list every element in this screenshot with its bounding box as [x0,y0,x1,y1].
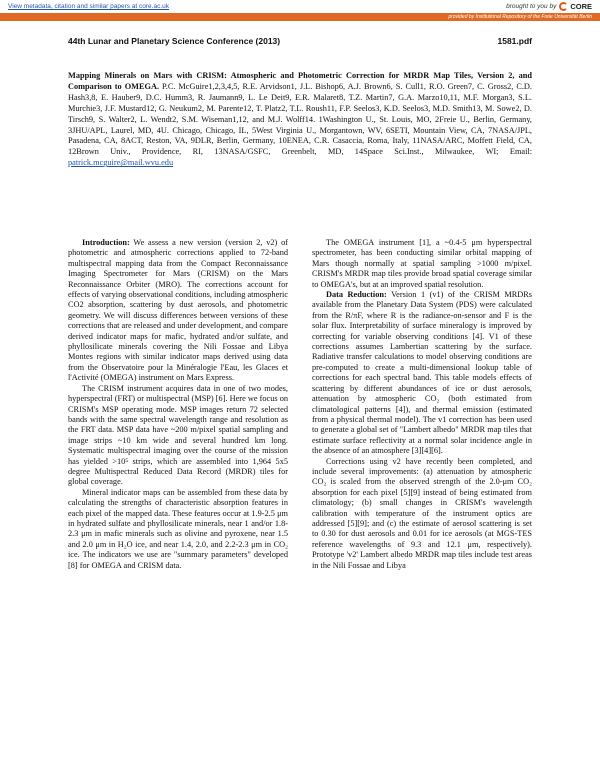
top-banner [0,0,600,13]
intro-text: We assess a new version (version 2, v2) of photometric and atmospheric corrections applied to 72-band multispectral mapping data from the Compact Reconnaissance Imaging Spectrometer for Mars (CRISM) on the Mars Reconnaissance Orbiter (MRO). The corrections account for effects of varying observational conditions, including atmospheric CO2 absorption, scattering by dust aerosols, and photometric geometry. We will discuss differences between versions of these corrections that are released and under development, and compare derived indicator maps for mafic, hydrated and/or sulfate, and phyllosilicate minerals covering the Nili Fossae and Libya Montes regions with similar indicator maps derived using data from the Observatoire pour la Minéralogie l'Eau, les Glaces et l'Activité (OMEGA) instrument on Mars Express. [68,238,288,383]
crism-modes-paragraph: The CRISM instrument acquires data in one of two modes, hyperspectral (FRT) or multispectral (MSP) [6]. Here we focus on CRISM's MSP operating mode. MSP images return 72 selected bands with the same spectral wavelength range and resolution as the FRT data. MSP data have ~200 m/pixel spatial sampling and image strips ~10 km wide and several hundred km long. Systematic multispectral imaging over the course of the mission has yielded >10⁵ strips, which are assembled into 1,964 5x5 degree Multispectral Reduced Data Record (MRDR) tiles for global coverage. [68,383,288,487]
provided-by-bar[interactable]: provided by Institutional Repository of the Freie Universität Berlin [0,13,600,21]
core-logo-icon [559,2,568,11]
core-logo-text: CORE [570,2,592,11]
title-author-block [68,71,532,169]
brought-by-text: brought to you by [506,3,557,10]
email-label: Email: [509,147,532,157]
affiliations: 1Washington U., St. Louis, MO, 2Freie U., Berlin, Germany, 3JHU/APL, Laurel, MD, 4U. Chicago, Chicago, IL, 5West Virginia U., Morgantown, WV, 6SETI, Mountain View, CA, 7NASA/JPL, Pasadena, CA, 8ACT, Reston, VA, 9DLR, Berlin, Germany, 10ENEA, C.R. Casaccia, Roma, Italy, 11NASA/ARC, Moffett Field, CA, 12Brown Univ., Providence, RI, 13NASA/GSFC, Greenbelt, MD, 14Space Sci.Inst., Milwaukee, WI; [68,114,532,157]
core-logo[interactable] [559,2,592,11]
data-reduction-paragraph [312,290,532,457]
mineral-maps-paragraph: Mineral indicator maps can be assembled from these data by calculating the strengths of characteristic absorption features in each pixel of the mapped data. These features occur at 1.9-2.5 μm in hydrated sulfate and phyllosilicate minerals, near 1 and/or 1.8-2.3 μm in mafic minerals such as olivine and pyroxene, near 1.5 and 2.0 μm in H₂O ice, and near 1.4, 2.0, and 2.2-2.3 μm in CO₂ ice. The indicators we use are "summary parameters" developed [8] for OMEGA and CRISM data. [68,487,288,570]
conference-header [68,36,532,46]
brought-by-group [506,2,592,11]
data-reduction-text: Version 1 (v1) of the CRISM MRDRs available from the Planetary Data System (PDS) were calculated from the R/πF, where R is the radiance-on-sensor and F is the solar flux. Interpretability of surface mineralogy is improved by correcting for variable observing conditions [4]. V1 of these corrections assumes Lambertian scattering by the surface. Radiative transfer calculations to model observing conditions are pre-computed to create a multi-dimensional lookup table of corrections for each spectral band. This table models effects of scattering by different abundances of ice or dust aerosols, attenuation by atmospheric CO₂ (both estimated from climatological patterns [4]), and thermal emission (estimated from a physical thermal model). The v1 correction has been used to generate a global set of "Lambert albedo" MRDR map tiles that estimate surface reflectivity at a normal solar incidence angle in the absence of an atmosphere [3][4][6]. [312,290,532,456]
intro-paragraph [68,238,288,384]
v2-corrections-paragraph: Corrections using v2 have recently been completed, and include several improvements: (a) attenuation by atmospheric CO₂ is scaled from the observed strength of the 2.0-μm CO₂ absorption for each pixel [5][9] instead of being estimated from climatology; (b) small changes in CRISM's wavelength calibration with temperature of the instrument optics are addressed [5][9]; and (c) the estimate of aerosol scattering is set to 0.30 for dust aerosols and 0.01 for ice aerosols (at MGS-TES reference wavelengths of 9.3 and 12.1 μm, respectively). Prototype 'v2' Lambert albedo MRDR map tiles include test areas in the Nili Fossae and Libya [312,456,532,570]
paper-id: 1581.pdf [497,36,532,46]
conference-name: 44th Lunar and Planetary Science Conference (2013) [68,36,281,46]
right-column [312,238,532,571]
omega-paragraph: The OMEGA instrument [1], a ~0.4-5 μm hyperspectral spectrometer, has been conducting similar orbital mapping of Mars though normally at spatial sampling >1000 m/pixel. CRISM's MRDR map tiles provide broad spatial coverage similar to OMEGA's, but at an improved spatial resolution. [312,238,532,289]
paper-title: Mapping Minerals on Mars with CRISM: Atmospheric and Photometric Correction for MRDR Map Tiles, Version 2, and Comparison to OMEGA. [68,71,532,91]
email-link[interactable]: patrick.mcguire@mail.wvu.edu [68,158,174,168]
core-metadata-link[interactable]: View metadata, citation and similar papers at core.ac.uk [8,3,170,10]
left-column [68,238,288,571]
data-reduction-heading: Data Reduction: [326,290,387,300]
author-list: P.C. McGuire1,2,3,4,5, R.E. Arvidson1, J.L. Bishop6, A.J. Brown6, S. Cull1, R.O. Green7, C. Gross2, C.D. Hash3,8, E. Hauber9, D.C. Humm3, R. Jaumann9, L. Le Deit9, E.R. Malaret8, T.Z. Martin7, G.A. Marzo10,11, M.F. Morgan3, S.L. Murchie3, J.F. Mustard12, G. Neukum2, M. Parente12, T. Platz2, T.L. Roush11, F.P. Seelos3, K.D. Seelos3, M.D. Smith13, M. Sowe2, D. Tirsch9, S. Walter2, L. Wendt2, S.M. Wiseman1,12, and M.J. Wolff14. [68,81,532,124]
intro-heading: Introduction: [82,238,130,247]
